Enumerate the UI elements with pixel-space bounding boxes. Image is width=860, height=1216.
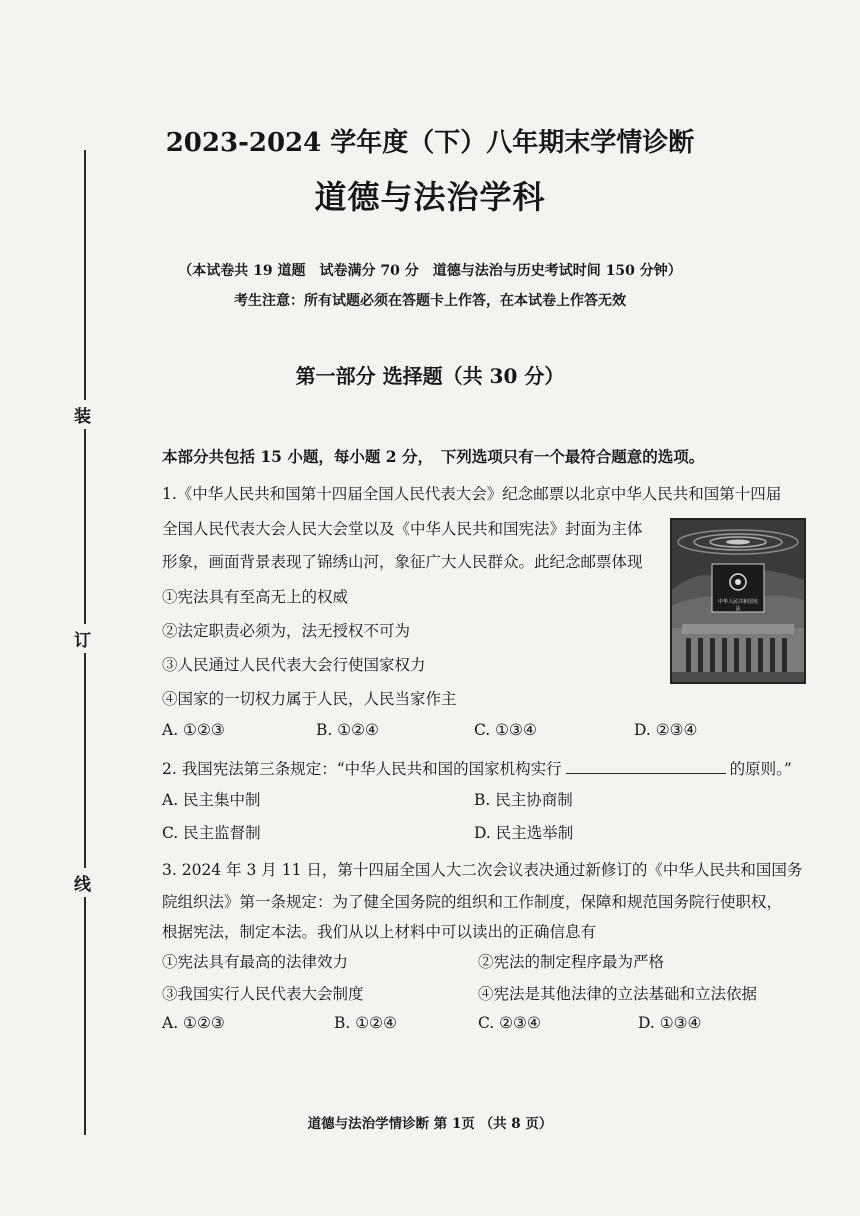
page-footer: 道德与法治学情诊断 第 1页 （共 8 页） [307,1116,553,1132]
q3-option-c: C. ②③④ [478,1014,541,1032]
q3-statement-2: ②宪法的制定程序最为严格 [478,953,665,971]
q1-statement-1: ①宪法具有至高无上的权威 [162,588,349,606]
binding-char-ding: 订 [74,624,91,653]
q1-statement-2: ②法定职责必须为，法无授权不可为 [162,622,411,640]
exam-notice: 考生注意：所有试题必须在答题卡上作答，在本试卷上作答无效 [234,293,626,309]
stamp-caption: 中华人民共和国宪法 [717,599,758,612]
commemorative-stamp-image [670,518,806,684]
q2-stem-start: 2. 我国宪法第三条规定：“中华人民共和国的国家机构实行 [162,760,562,778]
q1-option-d: D. ②③④ [634,721,698,739]
q1-stem-line3: 形象，画面背景表现了锦绣山河，象征广大人民群众。此纪念邮票体现 [162,553,643,571]
section-instructions: 本部分共包括 15 小题，每小题 2 分， 下列选项只有一个最符合题意的选项。 [162,447,705,466]
q1-statement-4: ④国家的一切权力属于人民，人民当家作主 [162,690,457,708]
q3-stem-line1: 3. 2024 年 3 月 11 日，第十四届全国人大二次会议表决通过新修订的《中华人民共和国国务 [162,861,803,879]
q3-stem-line3: 根据宪法，制定本法。我们从以上材料中可以读出的正确信息有 [162,923,597,941]
q3-option-b: B. ①②④ [334,1014,397,1032]
q2-stem-end: 的原则。” [729,760,792,778]
q1-statement-3: ③人民通过人民代表大会行使国家权力 [162,656,426,674]
section-title: 第一部分 选择题（共 30 分） [295,364,565,388]
q2-option-d: D. 民主选举制 [474,824,574,842]
exam-title: 2023-2024 学年度（下）八年期末学情诊断 [165,128,695,158]
q3-option-a: A. ①②③ [162,1014,225,1032]
q1-option-b: B. ①②④ [316,721,379,739]
q2-stem [162,757,792,779]
q2-answer-blank [566,772,726,774]
exam-info: （本试卷共 19 道题 试卷满分 70 分 道德与法治与历史考试时间 150 分钟） [178,263,682,279]
q3-stem-line2: 院组织法》第一条规定：为了健全国务院的组织和工作制度，保障和规范国务院行使职权， [162,893,783,911]
q1-option-c: C. ①③④ [474,721,537,739]
binding-char-zhuang: 装 [74,400,91,429]
q3-statement-4: ④宪法是其他法律的立法基础和立法依据 [478,985,758,1003]
q2-option-a: A. 民主集中制 [162,791,261,809]
q1-stem-line2: 全国人民代表大会人民大会堂以及《中华人民共和国宪法》封面为主体 [162,520,643,538]
q2-option-c: C. 民主监督制 [162,824,261,842]
q3-statement-3: ③我国实行人民代表大会制度 [162,985,364,1003]
q3-option-d: D. ①③④ [638,1014,702,1032]
q2-option-b: B. 民主协商制 [474,791,573,809]
binding-char-xian: 线 [74,868,91,897]
subject-title: 道德与法治学科 [314,178,546,216]
q1-option-a: A. ①②③ [162,721,225,739]
q3-statement-1: ①宪法具有最高的法律效力 [162,953,349,971]
q1-stem-line1: 1.《中华人民共和国第十四届全国人民代表大会》纪念邮票以北京中华人民共和国第十四届 [162,485,782,503]
